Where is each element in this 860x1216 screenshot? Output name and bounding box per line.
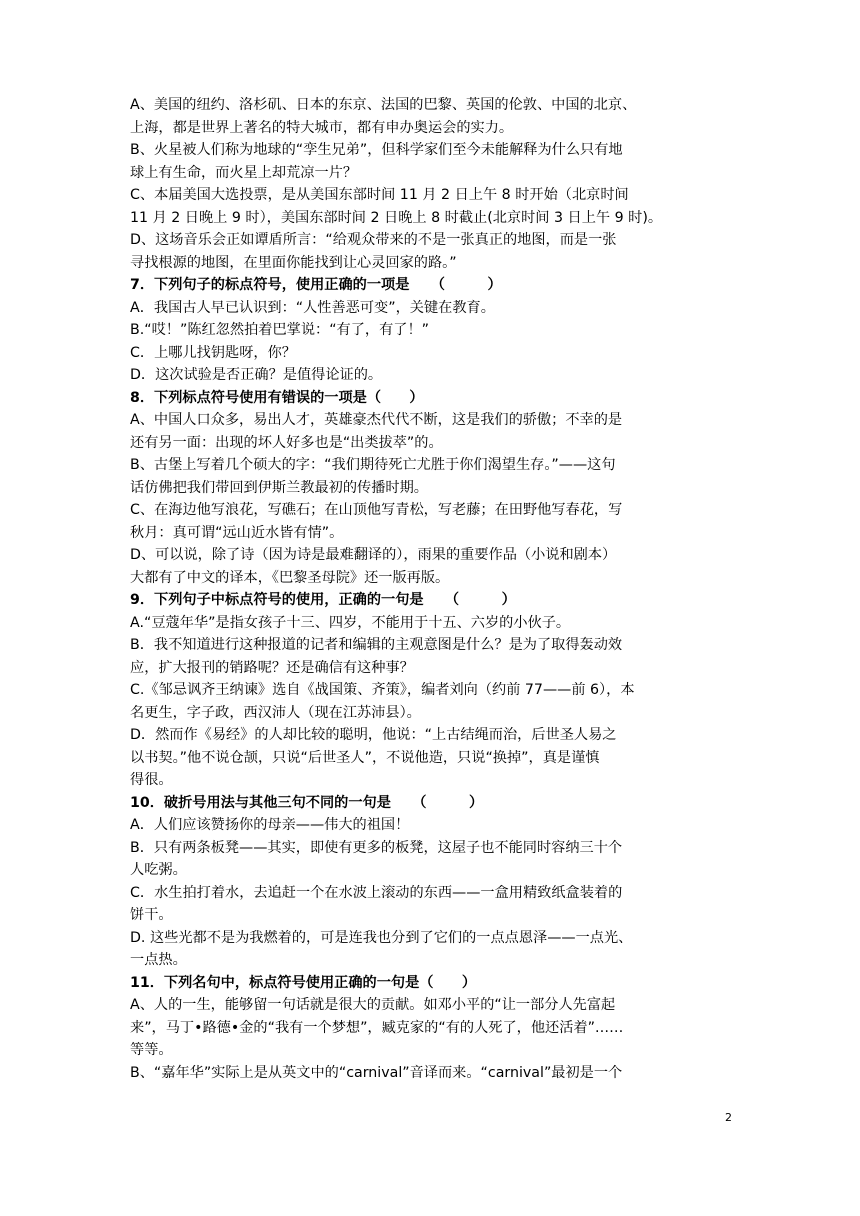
text-line: B、古堡上写着几个硕大的字：“我们期待死亡尤胜于你们渴望生存。”——这句 bbox=[130, 457, 616, 473]
question-heading: 9．下列句子中标点符号的使用，正确的一句是 （ ） bbox=[130, 592, 516, 608]
text-line: C、在海边他写浪花，写礁石；在山顶他写青松，写老藤；在田野他写春花，写 bbox=[130, 502, 623, 518]
text-line: 11 月 2 日晚上 9 时），美国东部时间 2 日晚上 8 时截止(北京时间 3 日上午 9 时)。 bbox=[130, 209, 663, 226]
text-line: 名更生，字子政，西汉沛人（现在江苏沛县）。 bbox=[130, 704, 421, 721]
text-line: A.“豆蔻年华”是指女孩子十三、四岁，不能用于十五、六岁的小伙子。 bbox=[130, 614, 571, 631]
text-line: 以书契。”他不说仓颉，只说“后世圣人”，不说他造，只说“换掉”，真是谨慎 bbox=[130, 749, 600, 766]
text-line: B、火星被人们称为地球的“孪生兄弟”，但科学家们至今未能解释为什么只有地 bbox=[130, 142, 623, 158]
text-line: C.《邹忌讽齐王纳谏》选自《战国策、齐策》，编者刘向（约前 77——前 6），本 bbox=[130, 682, 635, 698]
text-line: 话仿佛把我们带回到伊斯兰教最初的传播时期。 bbox=[130, 479, 428, 496]
text-line: D、可以说，除了诗（因为诗是最难翻译的），雨果的重要作品（小说和剧本） bbox=[130, 547, 617, 563]
text-line: B、“嘉年华”实际上是从英文中的“carnival”音译而来。“carnival”最初是一个 bbox=[130, 1064, 623, 1081]
text-line: 人吃粥。 bbox=[130, 862, 187, 878]
question-heading: 11．下列名句中，标点符号使用正确的一句是（ ） bbox=[130, 974, 477, 991]
question-heading: 7．下列句子的标点符号，使用正确的一项是 （ ） bbox=[130, 277, 502, 293]
text-line: 等等。 bbox=[130, 1042, 173, 1058]
page-number: 2 bbox=[725, 1111, 732, 1124]
text-line: B．我不知道进行这种报道的记者和编辑的主观意图是什么？是为了取得轰动效 bbox=[130, 637, 623, 653]
text-line: A、中国人口众多，易出人才，英雄豪杰代代不断，这是我们的骄傲；不幸的是 bbox=[130, 412, 623, 428]
text-line: A、人的一生，能够留一句话就是很大的贡献。如邓小平的“让一部分人先富起 bbox=[130, 997, 616, 1013]
text-line: 还有另一面：出现的坏人好多也是“出类拔萃”的。 bbox=[130, 434, 443, 451]
text-line: 饼干。 bbox=[130, 907, 173, 923]
text-line: B．只有两条板凳——其实，即使有更多的板凳，这屋子也不能同时容纳三十个 bbox=[130, 839, 623, 856]
text-line: 得很。 bbox=[130, 772, 173, 788]
text-line: 大都有了中文的译本，《巴黎圣母院》还一版再版。 bbox=[130, 569, 450, 586]
question-heading: 10．破折号用法与其他三句不同的一句是 （ ） bbox=[130, 794, 484, 811]
text-line: A．我国古人早已认识到：“人性善恶可变”，关键在教育。 bbox=[130, 299, 495, 316]
text-line: 秋月：真可谓“远山近水皆有情”。 bbox=[130, 524, 344, 541]
text-line: B.“哎！”陈红忽然拍着巴掌说：“有了，有了！” bbox=[130, 322, 430, 338]
text-line: D. 这些光都不是为我燃着的，可是连我也分到了它们的一点点恩泽——一点光、 bbox=[130, 929, 633, 946]
text-line: D．这次试验是否正确？是值得论证的。 bbox=[130, 367, 383, 383]
text-line: C、本届美国大选投票，是从美国东部时间 11 月 2 日上午 8 时开始（北京时间 bbox=[130, 187, 629, 203]
text-line: 上海，都是世界上著名的特大城市，都有申办奥运会的实力。 bbox=[130, 119, 514, 136]
text-line: C．上哪儿找钥匙呀，你？ bbox=[130, 344, 296, 361]
text-line: D．然而作《易经》的人却比较的聪明，他说：“上古结绳而治，后世圣人易之 bbox=[130, 727, 617, 743]
text-line: D、这场音乐会正如谭盾所言：“给观众带来的不是一张真正的地图，而是一张 bbox=[130, 232, 617, 248]
text-line: 应，扩大报刊的销路呢？还是确信有这种事？ bbox=[130, 659, 414, 676]
text-line: C．水生拍打着水，去追赶一个在水波上滚动的东西——一盒用精致纸盒装着的 bbox=[130, 884, 623, 901]
text-line: 一点热。 bbox=[130, 952, 187, 968]
text-line: 来”，马丁•路德•金的“我有一个梦想”，臧克家的“有的人死了，他还活着”…… bbox=[130, 1019, 624, 1036]
question-heading: 8．下列标点符号使用有错误的一项是（ ） bbox=[130, 389, 424, 406]
text-line: 寻找根源的地图，在里面你能找到让心灵回家的路。” bbox=[130, 254, 457, 271]
text-line: A、美国的纽约、洛杉矶、日本的东京、法国的巴黎、英国的伦敦、中国的北京、 bbox=[130, 97, 637, 113]
page-text bbox=[130, 94, 732, 1084]
text-line: A．人们应该赞扬你的母亲——伟大的祖国！ bbox=[130, 817, 410, 833]
text-line: 球上有生命，而火星上却荒凉一片？ bbox=[130, 164, 358, 181]
